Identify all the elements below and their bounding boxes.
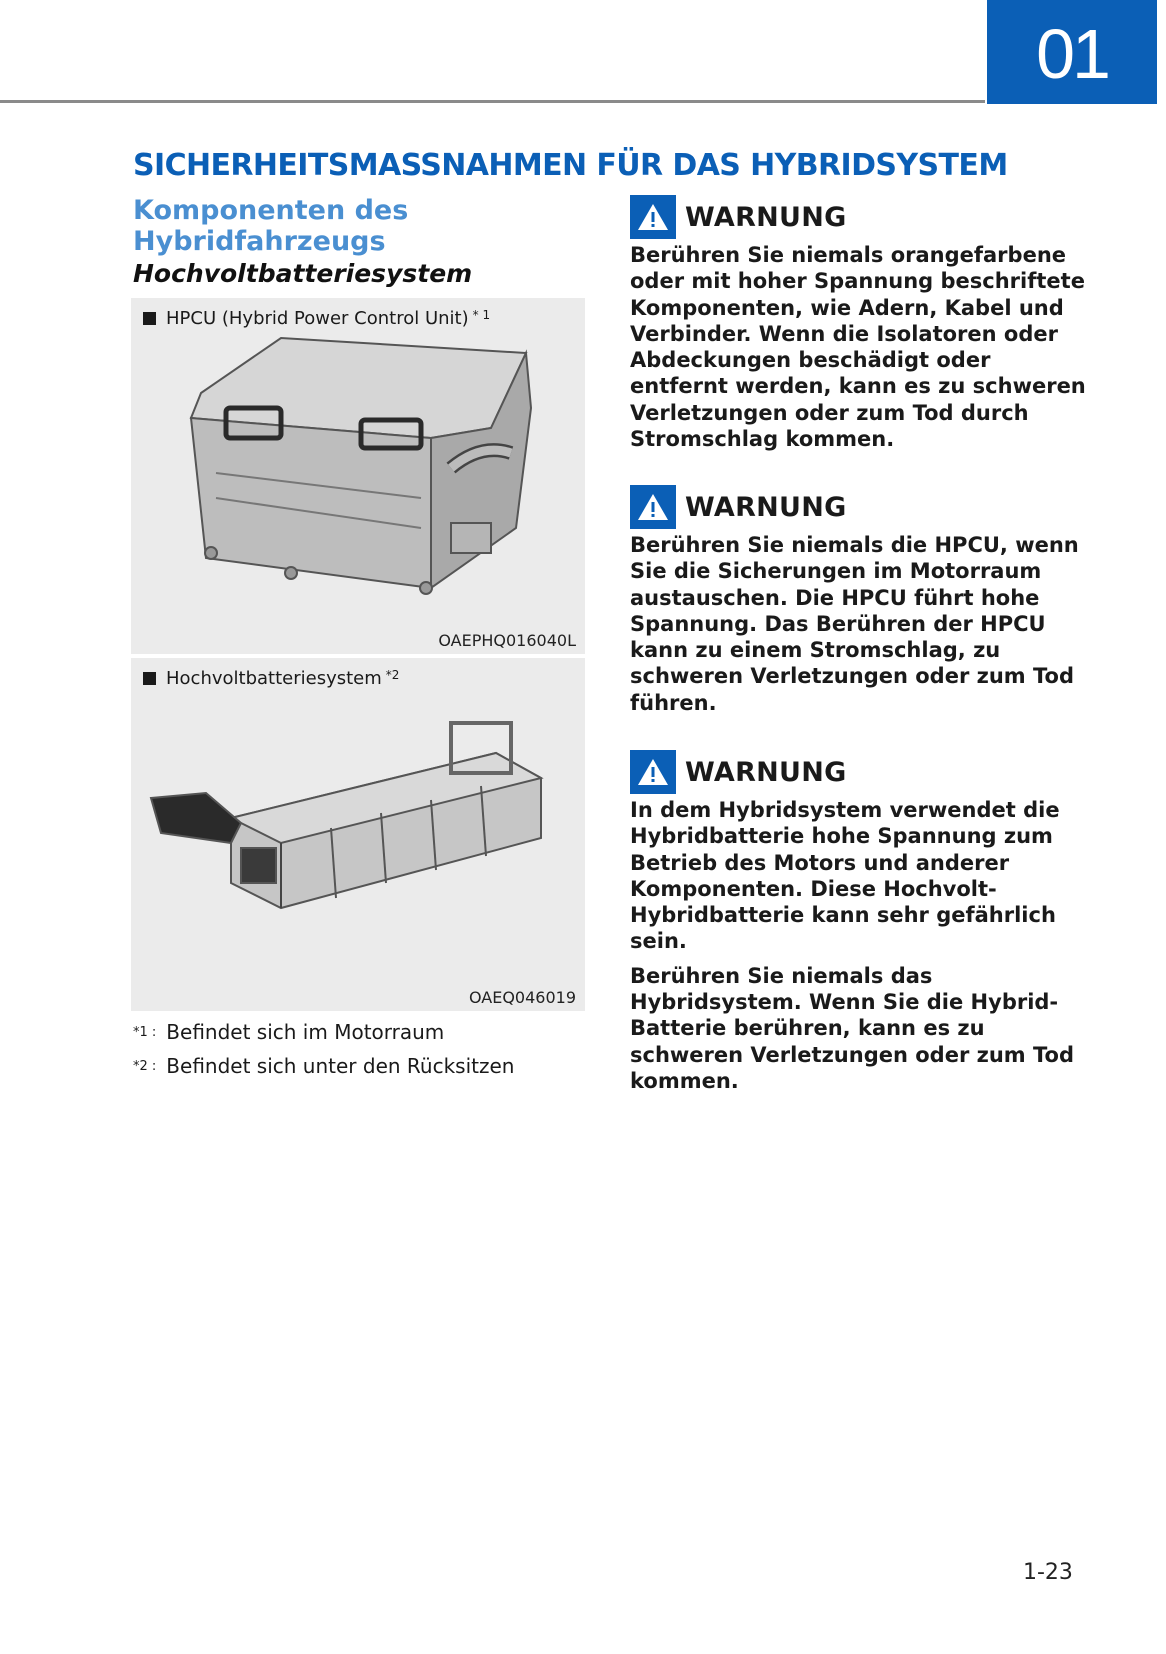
footnote-text: Befindet sich im Motorraum [166, 1020, 445, 1044]
figure-label-text: Hochvoltbatteriesystem [166, 668, 382, 689]
warning-box [630, 195, 1090, 452]
warning-text: Berühren Sie niemals das Hybridsystem. Wenn Sie die Hybrid-Batterie berühren, kann es zu schweren Verletzungen oder zum Tod kommen. [630, 963, 1074, 1093]
warning-title: WARNUNG [685, 756, 847, 788]
footnote-mark: *2 [385, 667, 400, 682]
bullet-square-icon [143, 312, 156, 325]
footnote-mark: *1 : [133, 1025, 157, 1040]
sub-subtitle: Hochvoltbatteriesystem [133, 259, 473, 288]
warning-text: In dem Hybridsystem verwendet die Hybridbatterie hohe Spannung zum Betrieb des Motors und anderer Komponenten. Diese Hochvolt-Hybridbatterie kann sehr gefährlich sein. [630, 798, 1060, 954]
figure-label [143, 668, 399, 689]
warning-title: WARNUNG [685, 201, 847, 233]
warning-triangle-icon [630, 485, 676, 529]
chapter-number: 01 [1036, 15, 1108, 93]
hv-battery-illustration [131, 658, 585, 1011]
figure-label [143, 308, 490, 329]
page-number: 1-23 [1023, 1560, 1073, 1585]
figure-hv-battery [131, 658, 585, 1011]
warning-triangle-icon [630, 195, 676, 239]
warning-text: Berühren Sie niemals orangefarbene oder mit hoher Spannung beschriftete Komponenten, wie Adern, Kabel und Verbinder. Wenn die Isolatoren oder Abdeckungen beschädigt oder entfernt werden, kann es zu schweren Verletzungen oder zum Tod durch Stromschlag kommen. [630, 243, 1086, 452]
footnote [133, 1020, 444, 1044]
footnote [133, 1054, 514, 1078]
figure-label-text: HPCU (Hybrid Power Control Unit) [166, 308, 469, 329]
footnote-mark: *2 : [133, 1059, 157, 1074]
hpcu-unit-illustration [131, 298, 585, 654]
section-title: SICHERHEITSMASSNAHMEN FÜR DAS HYBRIDSYSTEM [133, 148, 1008, 183]
chapter-tab [987, 0, 1157, 104]
warning-title: WARNUNG [685, 491, 847, 523]
figure-code: OAEQ046019 [468, 988, 576, 1007]
header-rule [0, 100, 985, 103]
footnote-mark: * 1 [472, 307, 491, 322]
warning-box [630, 485, 1090, 716]
footnote-text: Befindet sich unter den Rücksitzen [166, 1054, 515, 1078]
warning-triangle-icon [630, 750, 676, 794]
figure-hpcu [131, 298, 585, 654]
figure-code: OAEPHQ016040L [438, 631, 576, 650]
warning-box [630, 750, 1090, 1094]
subtitle: Komponenten des Hybridfahrzeugs [133, 195, 409, 257]
bullet-square-icon [143, 672, 156, 685]
warning-text: Berühren Sie niemals die HPCU, wenn Sie die Sicherungen im Motorraum austauschen. Die HPCU führt hohe Spannung. Das Berühren der HPCU kann zu einem Stromschlag, zu schweren Verletzungen oder zum Tod führen. [630, 533, 1079, 715]
